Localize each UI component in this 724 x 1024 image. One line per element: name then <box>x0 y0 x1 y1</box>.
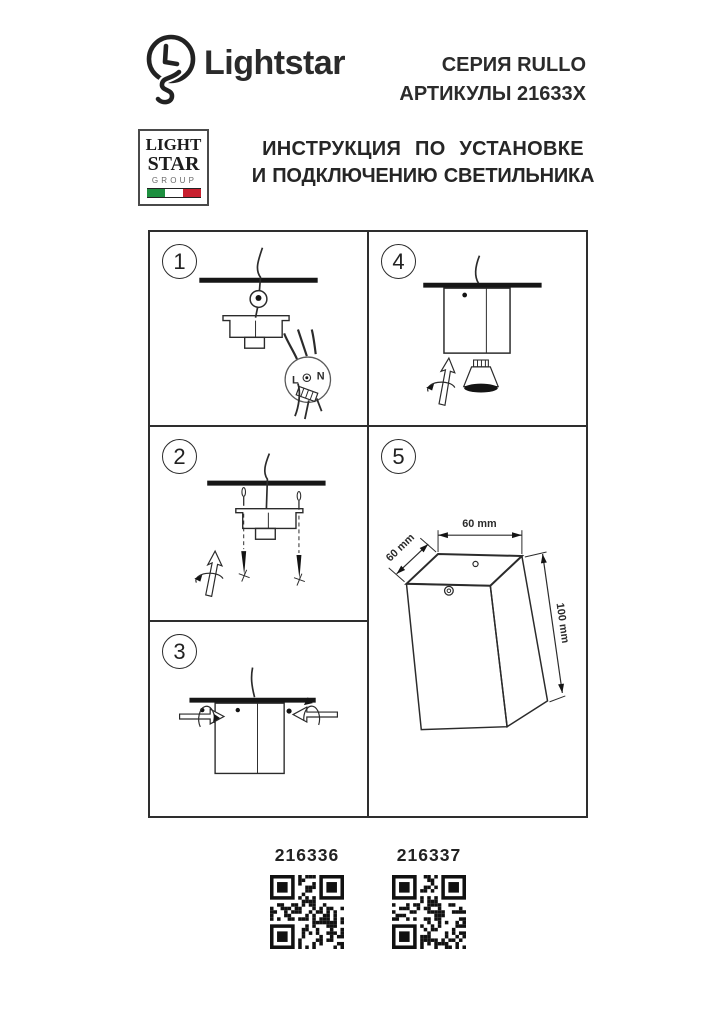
badge-line-group: GROUP <box>151 176 198 185</box>
lightstar-bulb-icon <box>142 31 200 115</box>
instruction-title <box>248 136 598 190</box>
badge-line-light: LIGHT <box>145 135 202 154</box>
step-number-1: 1 <box>162 244 197 279</box>
badge-line-star: STAR <box>147 153 200 175</box>
title-line-2: И ПОДКЛЮЧЕНИЮ СВЕТИЛЬНИКА <box>251 165 595 187</box>
brand-logotype: Lightstar <box>204 44 345 82</box>
dimension-label-width: 60 mm <box>462 518 497 531</box>
step-panel-5 <box>369 427 586 816</box>
terminal-label-live: L <box>292 374 299 387</box>
step-number-3: 3 <box>162 634 197 669</box>
product-code: 216337 <box>396 845 462 865</box>
qr-code <box>270 875 344 949</box>
dimension-label-height: 100 mm <box>553 602 572 645</box>
step-number-2: 2 <box>162 439 197 474</box>
dimension-label-depth: 60 mm <box>383 531 417 565</box>
step-panel-3 <box>150 622 369 816</box>
step-number-4: 4 <box>381 244 416 279</box>
step-number-5: 5 <box>381 439 416 474</box>
terminal-label-neutral: N <box>316 370 325 383</box>
product-216337 <box>392 845 466 949</box>
step-panel-2 <box>150 427 369 622</box>
step-panel-4 <box>369 232 586 427</box>
instruction-grid <box>148 230 588 818</box>
title-line-1: ИНСТРУКЦИЯ ПО УСТАНОВКЕ <box>262 138 584 160</box>
series-title: СЕРИЯ RULLO <box>441 54 586 76</box>
italian-flag-stripe <box>147 188 201 198</box>
step-panel-1 <box>150 232 369 427</box>
product-codes-footer <box>148 845 588 949</box>
qr-code <box>392 875 466 949</box>
product-216336 <box>270 845 344 949</box>
lightstar-group-badge <box>138 129 209 206</box>
step-5-dimension-drawing <box>369 427 586 816</box>
product-code: 216336 <box>274 845 340 865</box>
article-number: АРТИКУЛЫ 21633X <box>399 83 586 105</box>
